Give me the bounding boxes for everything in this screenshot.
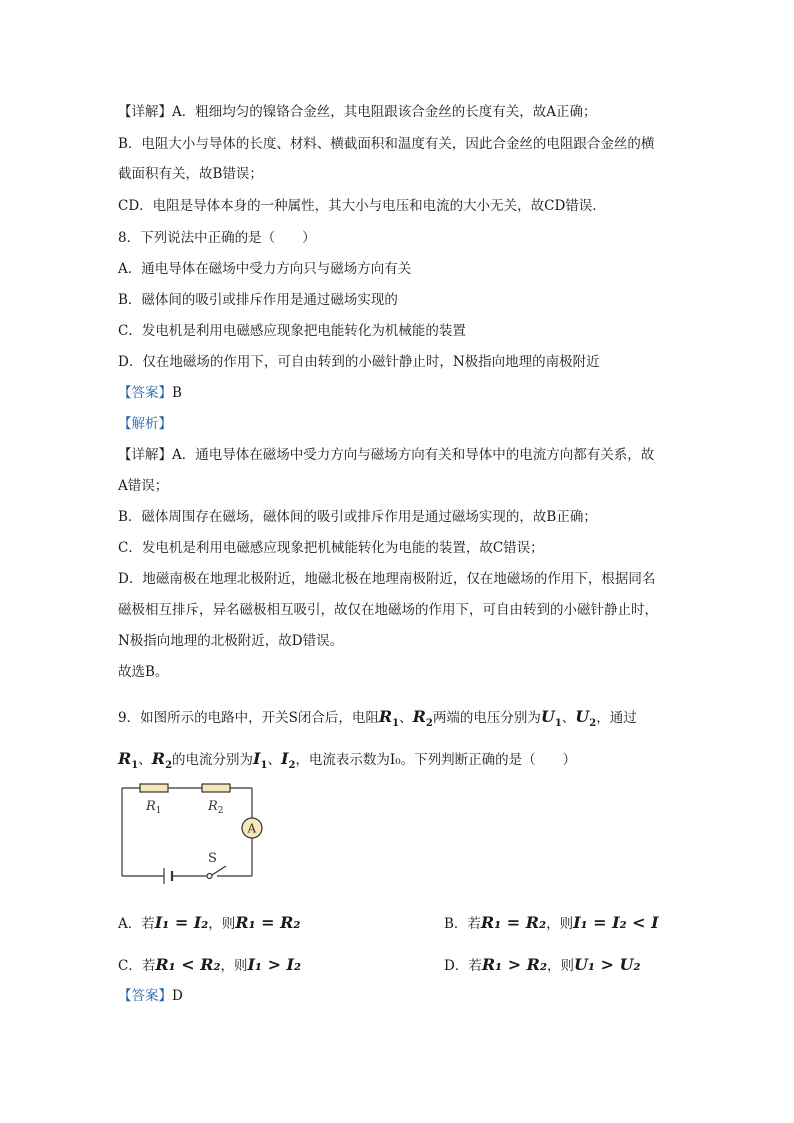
q7-detail-cd: CD．电阻是导体本身的一种属性，其大小与电压和电流的大小无关，故CD错误． xyxy=(118,198,606,214)
q9-option-b xyxy=(444,912,659,935)
q9-stem-a: 9．如图所示的电路中，开关S闭合后，电阻 xyxy=(118,710,379,726)
q7-detail-b2: 截面积有关，故B错误； xyxy=(118,166,263,182)
detail-tag: 【详解】 xyxy=(118,104,172,120)
i2-symbol: $I_2$ xyxy=(280,749,296,772)
opt-mid: ，则 xyxy=(208,916,236,932)
q8-detail-1-text: A．通电导体在磁场中受力方向与磁场方向有关和导体中的电流方向都有关系，故 xyxy=(172,447,655,463)
q7-detail-a xyxy=(118,102,597,122)
q8-detail-6: 磁极相互排斥，异名磁极相互吸引，故仅在地磁场的作用下，可自由转到的小磁针静止时， xyxy=(118,602,658,618)
opt-cond: I₁ = I₂ xyxy=(154,913,209,932)
q9-option-c xyxy=(118,954,301,977)
opt-cond: R₁ < R₂ xyxy=(155,955,221,974)
answer-value: D xyxy=(172,988,183,1004)
opt-res: I₁ = I₂ < I xyxy=(573,913,659,932)
q8-option-d: D．仅在地磁场的作用下，可自由转到的小磁针静止时，N极指向地理的南极附近 xyxy=(118,354,600,370)
opt-res: I₁ > I₂ xyxy=(247,955,302,974)
q9-stem-b: 两端的电压分别为 xyxy=(432,710,541,726)
q9-stem-line2 xyxy=(118,746,576,779)
q9-stem-d: 的电流分别为 xyxy=(172,752,254,768)
opt-label: C．若 xyxy=(118,958,156,974)
q8-option-c: C．发电机是利用电磁感应现象把电能转化为机械能的装置 xyxy=(118,323,466,339)
opt-cond: R₁ > R₂ xyxy=(481,955,547,974)
opt-mid: ，则 xyxy=(546,916,574,932)
r2-symbol: $R_2$ xyxy=(151,749,173,772)
q8-option-a: A．通电导体在磁场中受力方向只与磁场方向有关 xyxy=(118,261,412,277)
opt-res: U₁ > U₂ xyxy=(573,955,641,974)
q9-option-a xyxy=(118,912,300,935)
q9-option-d xyxy=(444,954,640,977)
resistor-r2 xyxy=(202,784,230,792)
switch-label: S xyxy=(208,851,217,866)
sep: 、 xyxy=(267,752,281,768)
q7-detail-a-text: A．粗细均匀的镍铬合金丝，其电阻跟该合金丝的长度有关，故A正确； xyxy=(172,104,597,120)
opt-cond: R₁ = R₂ xyxy=(480,913,547,932)
sep: 、 xyxy=(561,710,576,726)
q8-answer xyxy=(118,383,182,403)
q9-stem-c: ，通过 xyxy=(596,710,637,726)
q7-detail-b1: B．电阻大小与导体的长度、材料、横截面积和温度有关，因此合金丝的电阻跟合金丝的横 xyxy=(118,136,655,152)
q8-conclusion: 故选B。 xyxy=(118,664,169,680)
opt-mid: ，则 xyxy=(220,958,248,974)
r1-symbol: $R_1$ xyxy=(118,749,139,772)
u1-symbol: $U_1$ xyxy=(540,707,562,730)
sep: 、 xyxy=(399,710,413,726)
q8-detail-2: A错误； xyxy=(118,478,169,494)
q9-stem-line1 xyxy=(118,704,637,737)
opt-label: D．若 xyxy=(444,958,482,974)
answer-value: B xyxy=(172,385,182,401)
u2-symbol: $U_2$ xyxy=(575,707,597,730)
label-r2: $R_2$ xyxy=(208,799,224,816)
label-r1: $R_1$ xyxy=(146,799,162,816)
q8-stem: 8．下列说法中正确的是（ ） xyxy=(118,230,316,246)
battery-icon xyxy=(164,868,172,884)
q8-option-b: B．磁体间的吸引或排斥作用是通过磁场实现的 xyxy=(118,292,398,308)
q8-detail-3: B．磁体周围存在磁场，磁体间的吸引或排斥作用是通过磁场实现的，故B正确； xyxy=(118,509,597,525)
r1-symbol: $R_1$ xyxy=(378,707,400,730)
detail-tag: 【详解】 xyxy=(118,447,172,463)
q8-detail-4: C．发电机是利用电磁感应现象把机械能转化为电能的装置，故C错误； xyxy=(118,540,544,556)
ammeter-label: A xyxy=(247,821,257,836)
opt-mid: ，则 xyxy=(546,958,574,974)
r2-symbol: $R_2$ xyxy=(412,707,433,730)
q8-detail-5: D．地磁南极在地理北极附近，地磁北极在地理南极附近，仅在地磁场的作用下，根据同名 xyxy=(118,571,656,587)
opt-label: B．若 xyxy=(444,916,481,932)
opt-res: R₁ = R₂ xyxy=(235,913,301,932)
switch-icon xyxy=(207,866,226,879)
q9-answer xyxy=(118,986,183,1006)
opt-label: A．若 xyxy=(118,916,155,932)
q8-detail-1 xyxy=(118,445,654,465)
q8-analysis-tag: 【解析】 xyxy=(118,416,172,432)
i1-symbol: $I_1$ xyxy=(253,749,268,772)
answer-tag: 【答案】 xyxy=(118,385,172,401)
sep: 、 xyxy=(138,752,152,768)
q9-stem-e: ，电流表示数为I₀。下列判断正确的是（ ） xyxy=(295,752,577,768)
resistor-r1 xyxy=(140,784,168,792)
circuit-diagram xyxy=(118,780,268,885)
answer-tag: 【答案】 xyxy=(118,988,172,1004)
q8-detail-7: N极指向地理的北极附近，故D错误。 xyxy=(118,633,344,649)
